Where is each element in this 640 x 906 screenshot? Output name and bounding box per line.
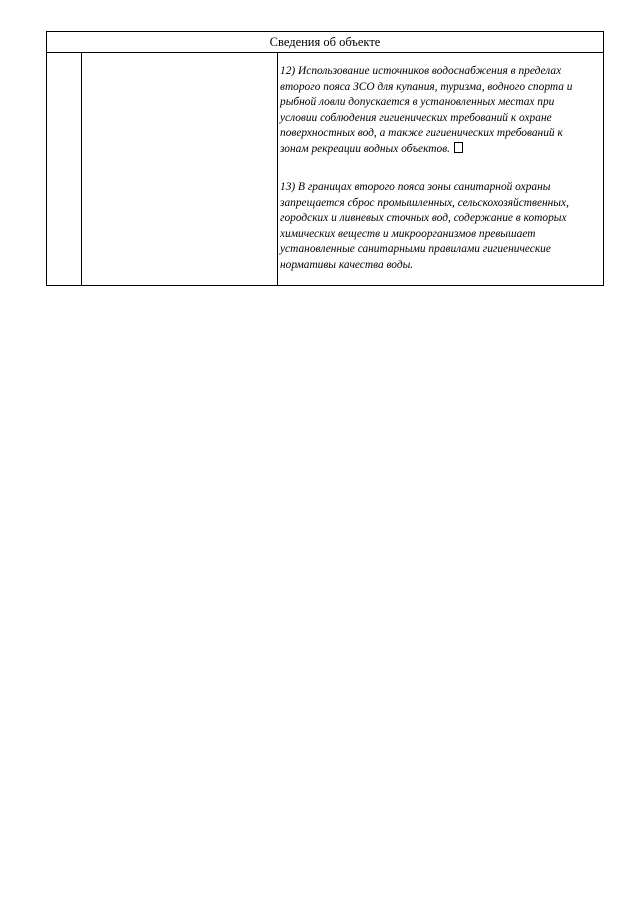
row-number-cell xyxy=(47,53,82,285)
object-info-table xyxy=(46,31,604,286)
paragraph-12-text: 12) Использование источников водоснабжения в пределах второго пояса ЗСО для купания, туризма, водного спорта и рыбной ловли допускается в установленных местах при условии соблюдения гигиенических требований к охране поверхностных вод, а также гигиенических требований к зонам рекреации водных объектов. xyxy=(280,65,573,155)
row-text-cell xyxy=(278,53,603,285)
paragraph-12 xyxy=(280,64,593,157)
table-row xyxy=(47,53,603,285)
row-name-cell xyxy=(82,53,278,285)
missing-glyph-box-icon xyxy=(454,142,463,153)
paragraph-13: 13) В границах второго пояса зоны санитарной охраны запрещается сброс промышленных, сельскохозяйственных, городских и ливневых сточных вод, содержание в которых химических веществ и микроорганизмов превышает установленные санитарными правилами гигиенические нормативы качества воды. xyxy=(280,181,569,271)
table-header: Сведения об объекте xyxy=(47,32,603,53)
